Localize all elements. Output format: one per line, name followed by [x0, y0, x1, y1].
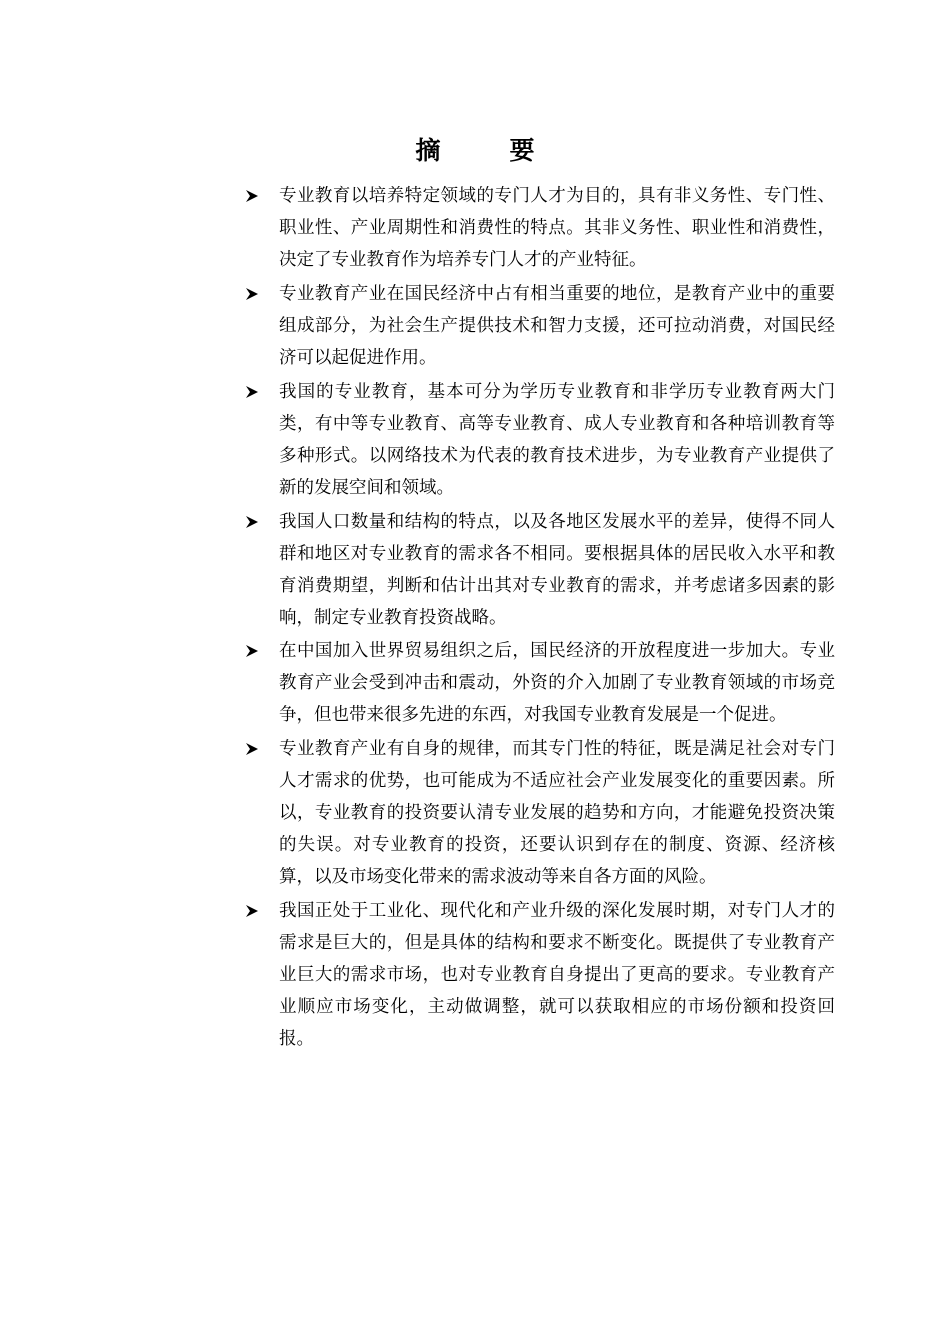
summary-item-text: 我国的专业教育，基本可分为学历专业教育和非学历专业教育两大门类，有中等专业教育、高等专业教育、成人专业教育和各种培训教育等多种形式。以网络技术为代表的教育技术进步，为专业教育产业提供了新的发展空间和领域。 — [279, 382, 835, 498]
summary-list-item — [245, 376, 835, 504]
summary-list-item — [245, 895, 835, 1055]
summary-list-item — [245, 506, 835, 634]
arrowhead-bullet-icon — [245, 733, 265, 765]
arrowhead-bullet-icon — [245, 180, 265, 212]
page-title: 摘 要 — [415, 136, 557, 165]
summary-list-item — [245, 635, 835, 731]
arrowhead-bullet-icon — [245, 895, 265, 927]
arrowhead-bullet-icon — [245, 376, 265, 408]
summary-item-text: 在中国加入世界贸易组织之后，国民经济的开放程度进一步加大。专业教育产业会受到冲击和震动，外资的介入加剧了专业教育领域的市场竞争，但也带来很多先进的东西，对我国专业教育发展是一个促进。 — [279, 641, 835, 725]
summary-item-text: 我国人口数量和结构的特点，以及各地区发展水平的差异，使得不同人群和地区对专业教育的需求各不相同。要根据具体的居民收入水平和教育消费期望，判断和估计出其对专业教育的需求，并考虑诸多因素的影响，制定专业教育投资战略。 — [279, 512, 835, 628]
summary-list — [245, 180, 835, 1055]
summary-list-item — [245, 180, 835, 276]
summary-item-text: 专业教育产业有自身的规律，而其专门性的特征，既是满足社会对专门人才需求的优势，也可能成为不适应社会产业发展变化的重要因素。所以，专业教育的投资要认清专业发展的趋势和方向，才能避免投资决策的失误。对专业教育的投资，还要认识到存在的制度、资源、经济核算，以及市场变化带来的需求波动等来自各方面的风险。 — [279, 739, 835, 887]
summary-list-item — [245, 278, 835, 374]
arrowhead-bullet-icon — [245, 278, 265, 310]
summary-item-text: 我国正处于工业化、现代化和产业升级的深化发展时期，对专门人才的需求是巨大的，但是具体的结构和要求不断变化。既提供了专业教育产业巨大的需求市场，也对专业教育自身提出了更高的要求。专业教育产业顺应市场变化，主动做调整，就可以获取相应的市场份额和投资回报。 — [279, 901, 835, 1049]
summary-list-item — [245, 733, 835, 893]
summary-item-text: 专业教育以培养特定领域的专门人才为目的，具有非义务性、专门性、职业性、产业周期性和消费性的特点。其非义务性、职业性和消费性，决定了专业教育作为培养专门人才的产业特征。 — [279, 186, 835, 270]
arrowhead-bullet-icon — [245, 635, 265, 667]
summary-item-text: 专业教育产业在国民经济中占有相当重要的地位，是教育产业中的重要组成部分，为社会生产提供技术和智力支援，还可拉动消费，对国民经济可以起促进作用。 — [279, 284, 835, 368]
arrowhead-bullet-icon — [245, 506, 265, 538]
